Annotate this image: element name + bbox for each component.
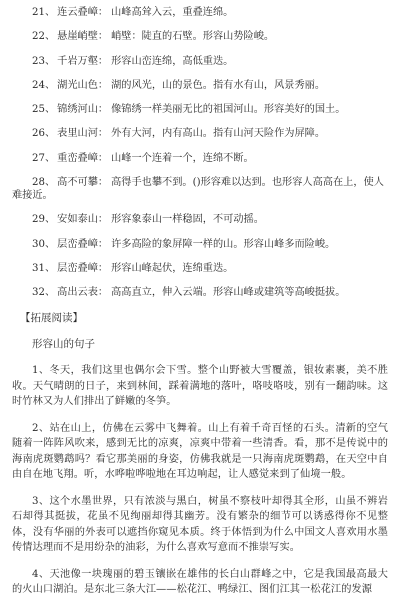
idiom-entry (12, 6, 388, 19)
idiom-entry (12, 262, 388, 275)
entry-number: 24、 (32, 79, 56, 91)
section-subtitle: 形容山的句子 (32, 338, 95, 351)
idiom-entry (12, 176, 388, 202)
entry-definition: 山峰高耸入云，重叠连绵。 (111, 7, 234, 18)
entry-number: 22、 (32, 31, 56, 43)
entry-term: 重峦叠嶂： (57, 152, 109, 164)
entry-term: 高出云表： (57, 287, 109, 299)
entry-term: 悬崖峭壁： (57, 31, 109, 43)
entry-definition: 像锦绣一样美丽无比的祖国河山。形容美好的国土。 (111, 104, 346, 116)
entry-definition: 山峰一个连着一个，连绵不断。 (111, 152, 254, 164)
entry-term: 高不可攀： (57, 177, 109, 189)
reading-paragraph: 2、站在山上，仿佛在云雾中飞舞着。山上有着千奇百怪的石头。清新的空气随着一阵阵风吹来，感到无比的凉爽，凉爽中带着一些清香。看，那不是传说中的海南虎斑鹦鹉吗？看它那美丽的身姿，仿佛我就是一只海南虎斑鹦鹉，在天空中自由自在地飞翔。听，水哗啦哗啦地在耳边响起，让人感觉来到了仙境一般。 (12, 422, 388, 481)
idiom-entry (12, 127, 388, 140)
entry-definition: 高高直立，伸入云端。形容山峰或建筑等高峻挺拔。 (111, 287, 346, 299)
entry-number: 29、 (32, 214, 56, 226)
entry-number: 25、 (32, 104, 56, 116)
entry-term: 连云叠嶂： (57, 7, 109, 18)
entry-number: 26、 (32, 128, 56, 140)
idiom-entry (12, 152, 388, 165)
entry-term: 千岩万壑： (57, 55, 109, 67)
reading-paragraph: 1、冬天，我们这里也偶尔会下雪。整个山野被大雪覆盖，银妆素裹，美不胜收。天气晴朗的日子，来到林间，踩着满地的落叶，咯吱咯吱，别有一翻韵味。这时竹林又为人们排出了鲜嫩的冬笋。 (12, 365, 388, 408)
idiom-entry (12, 55, 388, 68)
entry-definition: 形容象泰山一样稳固，不可动摇。 (111, 214, 264, 226)
idiom-entry (12, 213, 388, 226)
entry-definition: 外有大河，内有高山。指有山河天险作为屏障。 (111, 128, 326, 140)
reading-paragraph: 3、这个水墨世界，只有浓淡与黑白，树虽不察枝叶却得其全形，山虽不辨岩石却得其挺拔，花虽不见绚丽却得其幽芳。没有繁杂的细节可以诱惑得你不见整体，没有华丽的外表可以遮挡你窥见本质。终于体悟到为什么中国文人喜欢用水墨传情达理而不是用纷杂的油彩，为什么喜欢写意而不推崇写实。 (12, 495, 388, 554)
entry-definition: 湖的风光，山的景色。指有水有山，风景秀丽。 (111, 79, 326, 91)
idiom-list (12, 6, 388, 299)
entry-definition: 形容山峦连绵，高低重迭。 (111, 55, 234, 67)
entry-term: 层峦叠嶂： (57, 262, 109, 274)
idiom-entry (12, 238, 388, 251)
entry-definition: 许多高险的象屏障一样的山。形容山峰多而险峻。 (111, 238, 336, 250)
entry-term: 锦绣河山： (57, 104, 109, 116)
entry-number: 23、 (32, 55, 56, 67)
idiom-entry (12, 79, 388, 92)
idiom-entry (12, 30, 388, 43)
section-heading: 【拓展阅读】 (20, 312, 83, 325)
entry-number: 30、 (32, 238, 56, 250)
entry-number: 27、 (32, 152, 56, 164)
idiom-entry (12, 286, 388, 299)
entry-term: 安如泰山： (57, 214, 109, 226)
entry-term: 湖光山色： (57, 79, 109, 91)
entry-number: 21、 (32, 7, 56, 18)
entry-definition: 高得手也攀不到。()形容难以达到。也形容人高高在上，使人难接近。 (12, 177, 384, 202)
entry-number: 28、 (32, 177, 56, 189)
idiom-entry (12, 103, 388, 116)
entry-number: 32、 (32, 287, 56, 299)
reading-paragraph: 4、天池像一块瑰丽的碧玉镶嵌在雄伟的长白山群峰之中，它是我国最高最大的火山口湖泊。是东北三条大江——松花江、鸭绿江、图们江其一松花江的发源 (12, 568, 388, 596)
entry-term: 层峦叠嶂： (57, 238, 109, 250)
entry-definition: 峭壁：陡直的石壁。形容山势险峻。 (111, 31, 275, 43)
entry-term: 表里山河： (57, 128, 109, 140)
entry-definition: 形容山峰起伏，连绵重迭。 (111, 262, 234, 274)
entry-number: 31、 (32, 262, 56, 274)
